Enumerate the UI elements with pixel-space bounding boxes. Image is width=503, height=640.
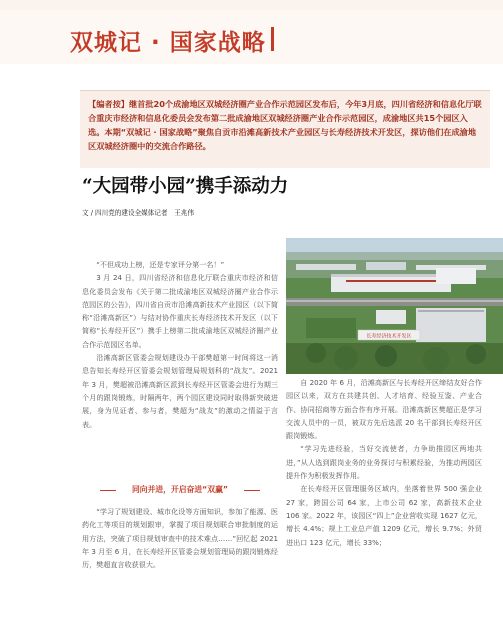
paragraph: 沿滩高新区管委会规划建设办干部樊超第一时间将这一消息告知长寿经开区管委会规划管理局规划科的“战友”。2021 年 3 月，樊超被沿滩高新区派到长寿经开区管委会进行为期三个月的跟岗锻炼，时隔两年，两个园区建设同时取得新突破进展，身为见证者、参与者，樊超为“战友”的激动之情溢于言表。	[82, 353, 278, 429]
title-divider	[271, 27, 274, 51]
industrial-park-photo	[286, 238, 503, 374]
paragraph: 在长寿经开区管理服务区域内，坐落着世界 500 强企业 27 家，跨国公司 64 家，上市公司 62 家，高新技术企业 106 家。2022 年，该园区“四上”企业营收实现 1627 亿元，增长 4.4%；规上工业总产值 1209 亿元，增长 9.7%；外贸进出口 123 亿元，增长 33%；	[286, 484, 482, 547]
photo-sign-text: 长寿经济技术开发区	[366, 333, 412, 340]
paragraph: “学习了规划建设、城市化设等方面知识，参加了能源、医药化工等项目的规划跟审，掌握了项目规划联合审批制度的运用方法，突破了项目规划审查中的技术难点……”回忆起 2021 年 3 月至 6 月，在长寿经开区管委会规划管理局的跟岗锻炼经历，樊超直言收获很大。	[82, 507, 278, 570]
paragraph: 自 2020 年 6 月，沿滩高新区与长寿经开区缔结友好合作园区以来，双方在共建共创、人才培育、经验互鉴、产业合作、协同招商等方面合作有序开展。沿滩高新区樊超正是学习交流人员中的一员，被双方先后选派 20 名干部到长寿经开区跟岗锻炼。	[286, 378, 482, 441]
paragraph: “学习先进经验，当好交流使者，力争助推园区两地共进，”从人选到跟岗业务的业务探讨与积累经验，为推动两园区提升作为积极发挥作用。	[286, 444, 482, 481]
heading-rule-right	[244, 490, 260, 491]
article-title: “大园带小园”携手添动力	[82, 176, 289, 197]
column-title: 双城记 · 国家战略	[70, 30, 266, 56]
section-heading	[82, 484, 278, 498]
editor-note: 【编者按】继首批20个成渝地区双城经济圈产业合作示范园区发布后，今年3月底，四川省经济和信息化厅联合重庆市经济和信息化委员会发布第二批成渝地区双城经济圈产业合作示范园区，成渝地区共15个园区入选。本期“双城记 · 国家战略”聚焦自贡市沿滩高新技术产业园区与长寿经济技术开发区，探访他们在成渝地区双城经济圈中的交流合作路径。	[88, 99, 482, 151]
paragraph: 3 月 24 日，四川省经济和信息化厅联合重庆市经济和信息化委员会发布《关于第二批成渝地区双城经济圈产业合作示范园区的公告》，四川省自贡市沿滩高新技术产业园区（以下简称“沿滩高新区”）与结对协作重庆长寿经济技术开发区（以下简称“长寿经开区”）携手上榜第二批成渝地区双城经济圈产业合作示范园区名单。	[82, 273, 278, 349]
section-heading-text: 同向并进，开启奋进“双赢”	[131, 485, 228, 494]
article-column-right	[286, 376, 482, 549]
article-column-left	[82, 258, 278, 431]
article-byline: 文 / 四川党的建设全媒体记者 王兆伟	[82, 209, 194, 217]
paragraph: “不但成功上榜，还是专家评分第一名！”	[96, 260, 225, 269]
page-top-strip	[0, 0, 503, 10]
article-column-left-2	[82, 505, 278, 571]
